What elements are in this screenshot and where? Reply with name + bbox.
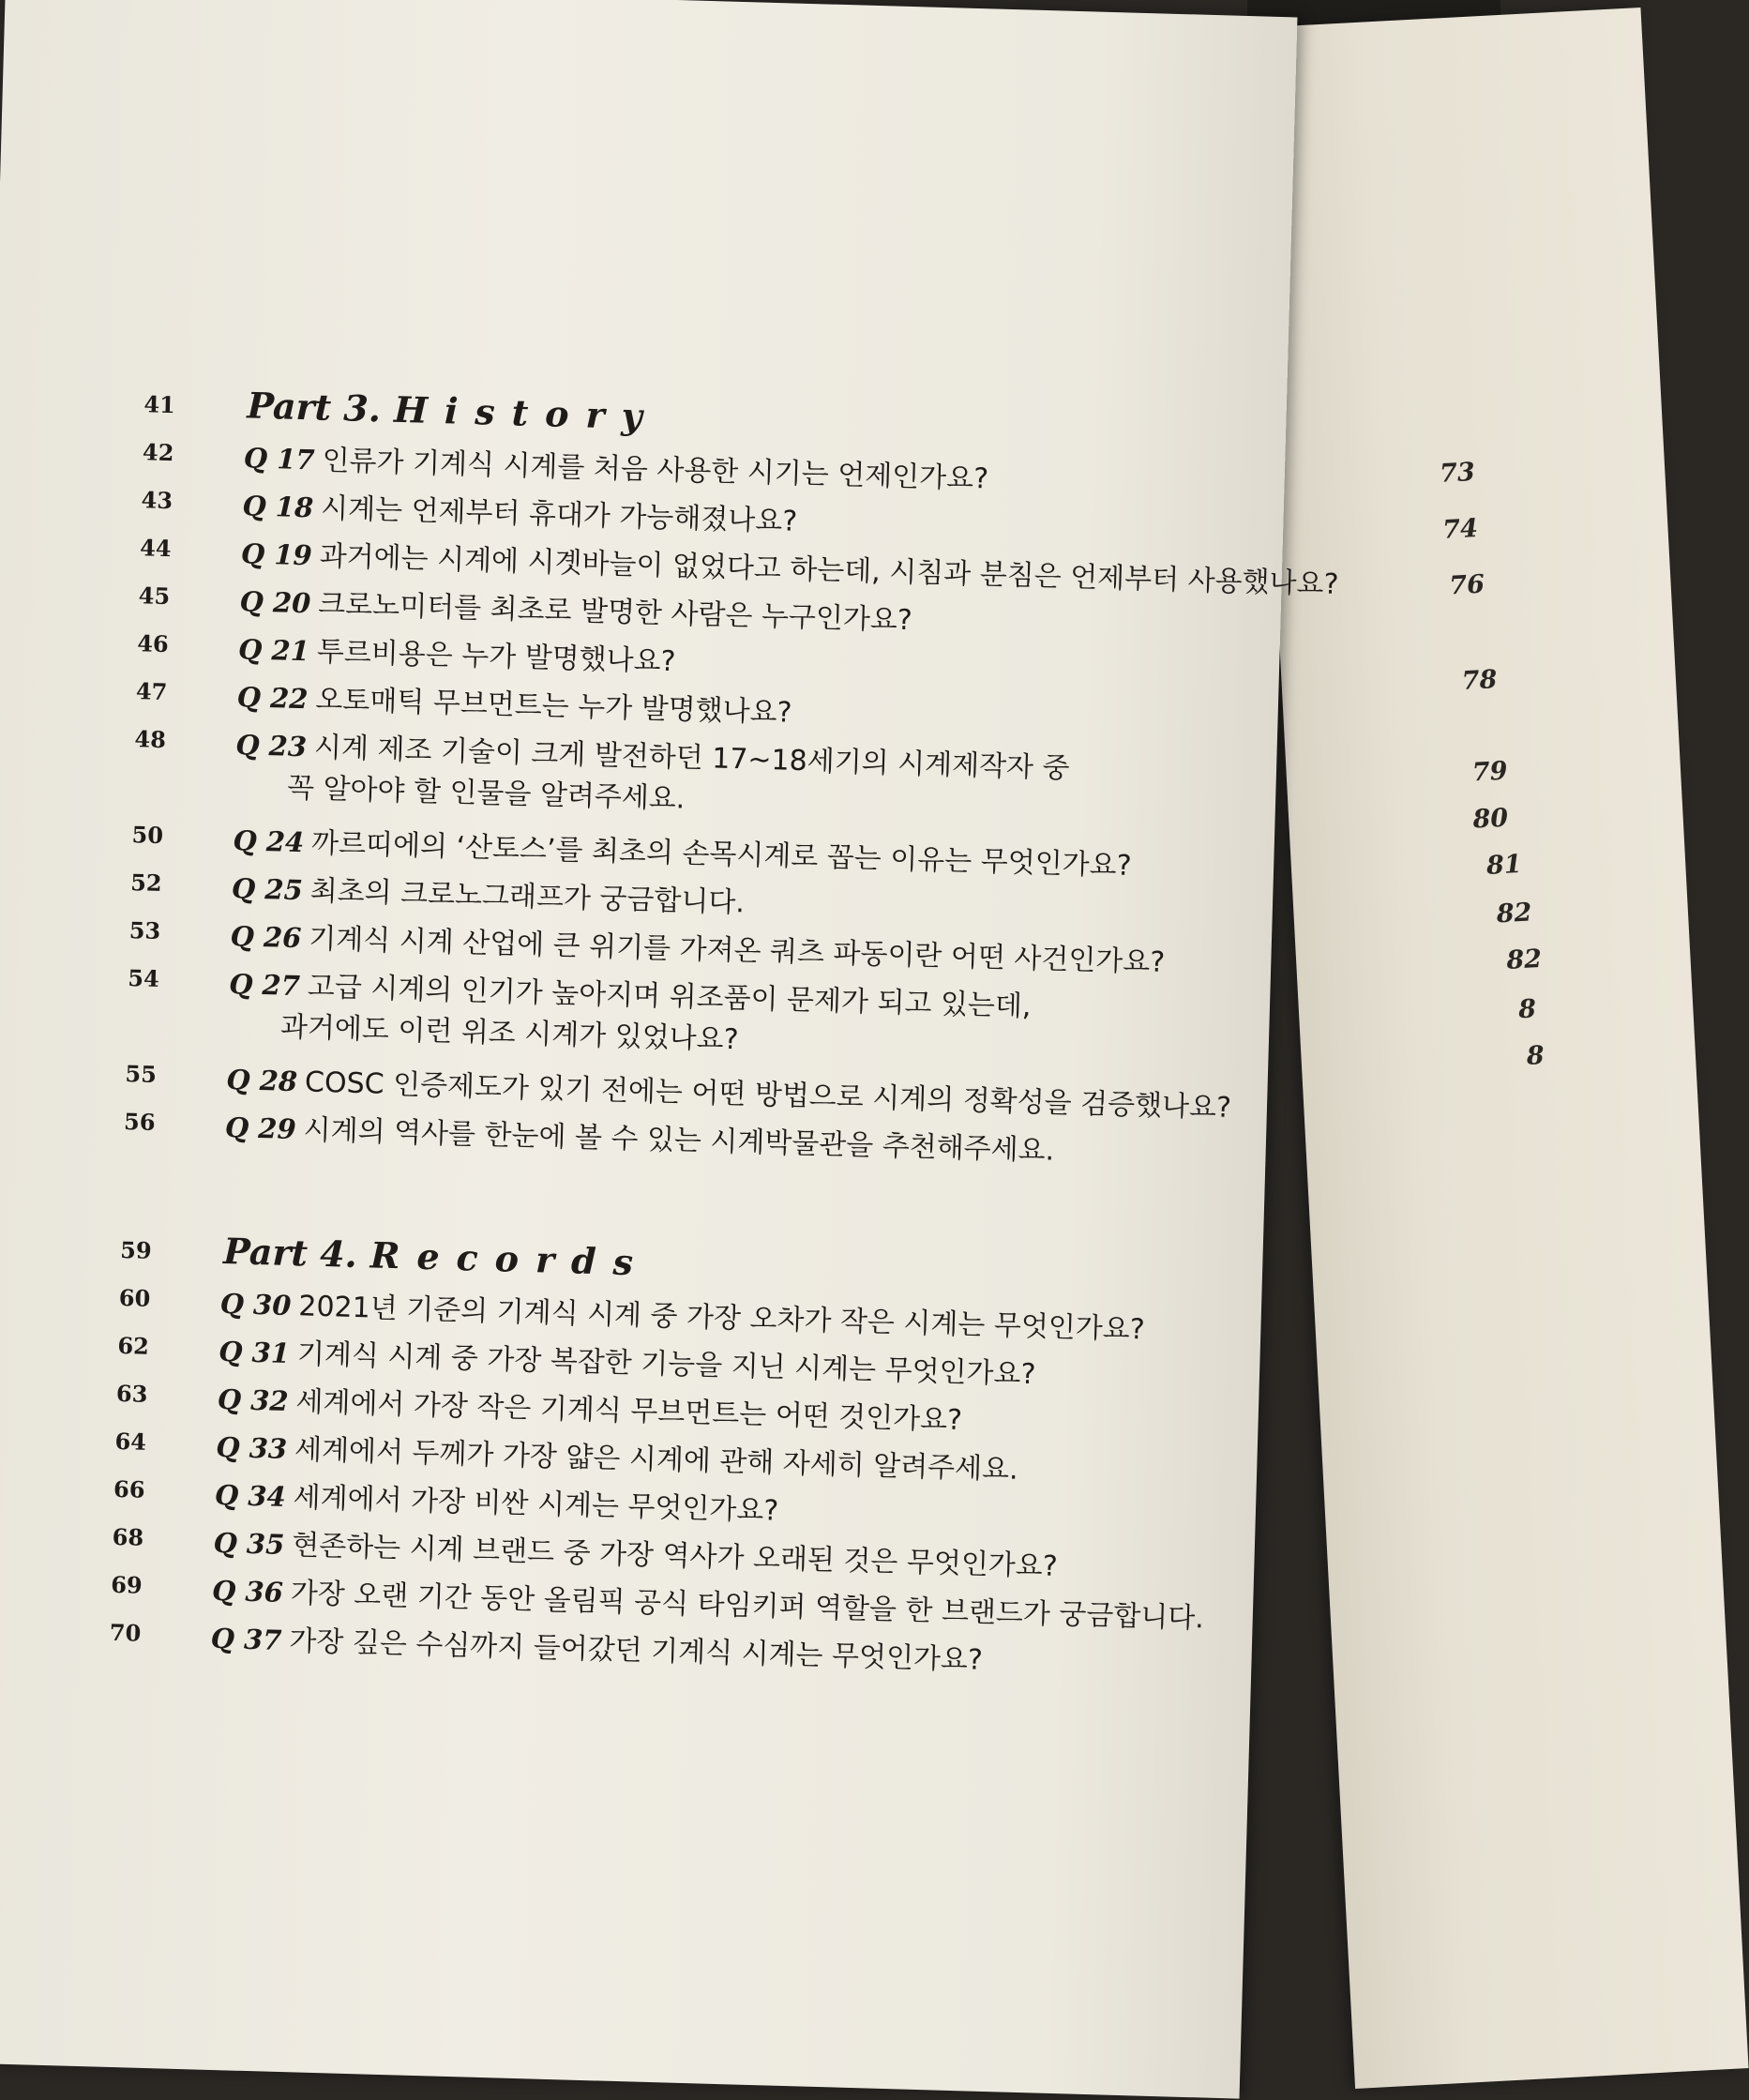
question-text: 고급 시계의 인기가 높아지며 위조품이 문제가 되고 있는데, — [307, 970, 1032, 1023]
question-text: 시계의 역사를 한눈에 볼 수 있는 시계박물관을 추천해주세요. — [303, 1113, 1055, 1168]
question-text: 과거에는 시계에 시곗바늘이 없었다고 하는데, 시침과 분침은 언제부터 사용했나요? — [319, 539, 1339, 601]
question-number: Q 29 — [224, 1111, 297, 1146]
question-number: Q 32 — [217, 1382, 290, 1418]
question-text: 기계식 시계 중 가장 복잡한 기능을 지닌 시계는 무엇인가요? — [296, 1337, 1036, 1392]
entry-page-number: 47 — [135, 677, 168, 706]
entry-page-number: 60 — [118, 1283, 151, 1312]
question-text: 세계에서 가장 작은 기계식 무브먼트는 어떤 것인가요? — [295, 1385, 963, 1438]
part4-name: Records — [369, 1233, 651, 1284]
question-text: 2021년 기준의 기계식 시계 중 가장 오차가 작은 시계는 무엇인가요? — [297, 1290, 1146, 1347]
entry-page-number: 64 — [114, 1427, 147, 1456]
part4-label: Part 4. — [222, 1230, 358, 1276]
question-number: Q 17 — [243, 442, 316, 476]
entry-page-number: 50 — [131, 821, 164, 850]
question-text: 세계에서 가장 비싼 시계는 무엇인가요? — [293, 1481, 779, 1528]
question-number: Q 22 — [236, 681, 309, 716]
question-number: Q 25 — [231, 872, 304, 907]
back-page-number: 74 — [1441, 513, 1479, 545]
question-text: 가장 깊은 수심까지 들어갔던 기계식 시계는 무엇인가요? — [288, 1624, 984, 1677]
entry-page-number: 55 — [125, 1060, 158, 1088]
entry-page-number: 54 — [127, 964, 160, 992]
entry-page-number: 56 — [123, 1108, 156, 1136]
question-text: 시계는 언제부터 휴대가 가능해졌나요? — [320, 491, 798, 538]
question-number: Q 33 — [215, 1430, 288, 1465]
question-text: 시계 제조 기술이 크게 발전하던 17~18세기의 시계제작자 중 — [313, 731, 1071, 785]
question-number: Q 18 — [242, 490, 314, 524]
question-number: Q 37 — [210, 1622, 282, 1656]
question-text: 크로노미터를 최초로 발명한 사람은 누구인가요? — [317, 587, 913, 638]
question-text: 투르비용은 누가 발명했나요? — [316, 635, 676, 679]
question-text: 까르띠에의 ‘산토스’를 최초의 손목시계로 꼽는 이유는 무엇인가요? — [310, 826, 1133, 883]
back-page-number: 82 — [1505, 944, 1543, 975]
back-page-number: 78 — [1460, 665, 1499, 696]
entry-page-number: 42 — [142, 438, 174, 467]
question-text: 현존하는 시계 브랜드 중 가장 역사가 오래된 것은 무엇인가요? — [291, 1529, 1059, 1583]
entry-page-number: 44 — [139, 534, 172, 563]
entry-page-number: 46 — [136, 629, 170, 658]
question-text: COSC 인증제도가 있기 전에는 어떤 방법으로 시계의 정확성을 검증했나요? — [304, 1065, 1232, 1125]
entry-page-number: 48 — [134, 725, 167, 754]
back-page-number: 79 — [1471, 756, 1509, 788]
back-page-number: 76 — [1448, 569, 1485, 601]
entry-page-number: 52 — [129, 869, 163, 898]
part3-section — [123, 384, 1339, 1183]
entry-page-number: 45 — [138, 582, 171, 611]
question-number: Q 20 — [239, 585, 311, 620]
part4-title — [223, 1230, 651, 1284]
part4-page-number: 59 — [119, 1235, 153, 1264]
question-number: Q 26 — [230, 920, 302, 955]
back-page-number: 82 — [1496, 898, 1533, 929]
back-page-number: 81 — [1485, 849, 1523, 881]
entry-page-number: 68 — [112, 1522, 144, 1551]
part3-title — [247, 384, 659, 437]
question-text: 인류가 기계식 시계를 처음 사용한 시기는 언제인가요? — [322, 444, 989, 496]
question-number: Q 36 — [211, 1574, 284, 1609]
question-text: 기계식 시계 산업에 큰 위기를 가져온 쿼츠 파동이란 어떤 사건인가요? — [308, 922, 1166, 979]
entry-page-number: 62 — [117, 1331, 150, 1360]
back-page-number: 73 — [1439, 457, 1476, 489]
entry-page-number: 66 — [113, 1474, 145, 1503]
part3-label: Part 3. — [246, 384, 382, 431]
question-text-continued: 과거에도 이런 위조 시계가 있었나요? — [279, 1010, 740, 1057]
entry-page-number: 69 — [110, 1570, 143, 1599]
question-text: 오토매틱 무브먼트는 누가 발명했나요? — [314, 683, 792, 730]
question-text-continued: 꼭 알아야 할 인물을 알려주세요. — [286, 771, 686, 816]
question-text: 세계에서 두께가 가장 얇은 시계에 관해 자세히 알려주세요. — [294, 1433, 1019, 1487]
part3-page-number: 41 — [143, 390, 176, 419]
question-number: Q 27 — [228, 968, 301, 1003]
question-text: 최초의 크로노그래프가 궁금합니다. — [309, 874, 746, 920]
question-number: Q 23 — [234, 729, 308, 763]
question-number: Q 34 — [214, 1478, 287, 1513]
entry-page-number: 43 — [141, 486, 173, 515]
question-number: Q 19 — [240, 537, 313, 572]
question-text: 가장 오랜 기간 동안 올림픽 공식 타임키퍼 역할을 한 브랜드가 궁금합니다. — [290, 1577, 1205, 1636]
question-number: Q 21 — [237, 633, 310, 668]
part4-section — [109, 1232, 1245, 1694]
back-page-number: 8 — [1525, 1040, 1545, 1071]
entry-page-number: 70 — [109, 1618, 142, 1647]
back-page — [1247, 8, 1749, 2089]
entry-page-number: 53 — [128, 916, 161, 945]
question-number: Q 24 — [233, 824, 305, 859]
entry-page-number: 63 — [115, 1379, 148, 1408]
question-number: Q 31 — [218, 1335, 291, 1370]
back-page-number: 8 — [1517, 994, 1537, 1025]
question-number: Q 30 — [219, 1287, 292, 1322]
back-page-number: 80 — [1471, 803, 1509, 835]
part3-name: History — [393, 387, 660, 438]
question-number: Q 35 — [213, 1526, 285, 1561]
question-number: Q 28 — [225, 1064, 298, 1098]
